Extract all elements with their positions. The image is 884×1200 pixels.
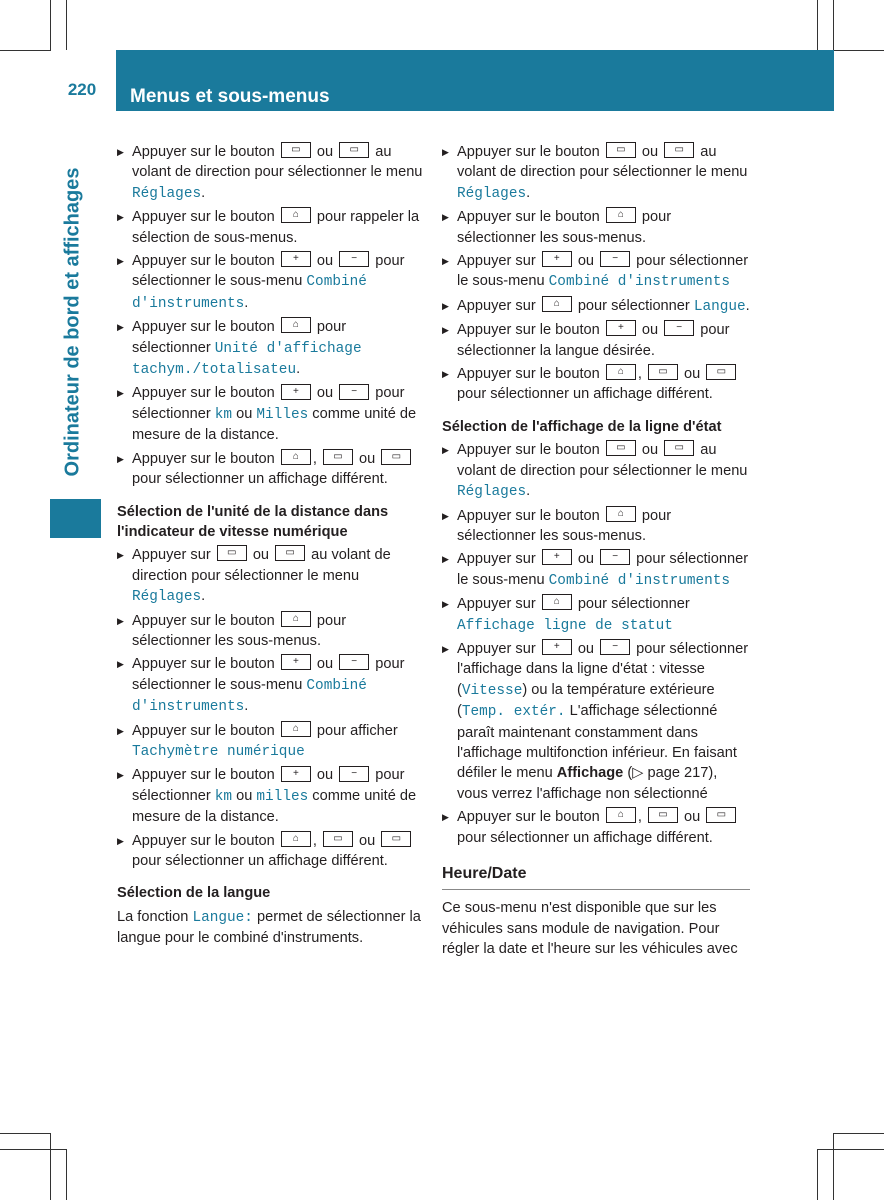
list-item: ▶ Appuyer sur ⌂ pour sélectionner Affichage ligne de statut — [442, 594, 750, 636]
display-button-icon: ▭ — [648, 807, 678, 823]
list-item: ▶ Appuyer sur le bouton ⌂ pour afficher Tachymètre numérique — [117, 721, 427, 763]
crop-mark — [818, 1149, 884, 1150]
list-item: ▶ Appuyer sur le bouton + ou − pour sélectionner le sous-menu Combiné d'instruments. — [117, 654, 427, 717]
minus-button-icon: − — [600, 639, 630, 655]
list-item: ▶ Appuyer sur le bouton + ou − pour sélectionner le sous-menu Combiné d'instruments. — [117, 251, 427, 314]
display-button-icon: ▭ — [381, 449, 411, 465]
paragraph: La fonction Langue: permet de sélectionner la langue pour le combiné d'instruments. — [117, 908, 421, 947]
display-button-icon: ▭ — [664, 142, 694, 158]
crop-mark — [66, 0, 67, 50]
page-title: Menus et sous-menus — [130, 86, 330, 107]
crop-mark — [0, 1133, 51, 1134]
list-item: ▶ Appuyer sur le bouton ⌂ pour sélectionner les sous-menus. — [117, 611, 427, 652]
crop-mark — [66, 1149, 67, 1200]
list-item: ▶ Appuyer sur ⌂ pour sélectionner Langue. — [442, 296, 750, 317]
minus-button-icon: − — [600, 251, 630, 267]
back-button-icon: ⌂ — [281, 721, 311, 737]
back-button-icon: ⌂ — [606, 506, 636, 522]
minus-button-icon: − — [664, 320, 694, 336]
display-button-icon: ▭ — [664, 440, 694, 456]
display-button-icon: ▭ — [606, 440, 636, 456]
crop-mark — [817, 1149, 818, 1200]
back-button-icon: ⌂ — [281, 611, 311, 627]
crop-mark — [833, 1133, 834, 1200]
list-item: ▶ Appuyer sur le bouton ▭ ou ▭ au volant de direction pour sélectionner le menu Réglages. — [442, 440, 750, 502]
back-button-icon: ⌂ — [542, 594, 572, 610]
back-button-icon: ⌂ — [606, 807, 636, 823]
section-title: Heure/Date — [442, 864, 750, 890]
left-column — [117, 142, 427, 952]
crop-mark — [833, 1133, 884, 1134]
display-button-icon: ▭ — [381, 831, 411, 847]
display-button-icon: ▭ — [217, 545, 247, 561]
crop-mark — [50, 1133, 51, 1200]
plus-button-icon: + — [606, 320, 636, 336]
list-item: ▶ Appuyer sur le bouton ⌂ pour sélectionner les sous-menus. — [442, 207, 750, 248]
section-heading: Sélection de l'affichage de la ligne d'état — [442, 418, 722, 435]
side-tab-marker — [50, 499, 101, 538]
minus-button-icon: − — [339, 766, 369, 782]
list-item: ▶ Appuyer sur le bouton ⌂ pour sélectionner Unité d'affichage tachym./totalisateu. — [117, 317, 427, 380]
list-item: ▶ Appuyer sur + ou − pour sélectionner le sous-menu Combiné d'instruments — [442, 549, 750, 591]
list-item: ▶ Appuyer sur le bouton ▭ ou ▭ au volant de direction pour sélectionner le menu Réglages. — [442, 142, 750, 204]
list-item: ▶ Appuyer sur le bouton + ou − pour sélectionner km ou milles comme unité de mesure de la distance. — [117, 765, 427, 827]
display-button-icon: ▭ — [339, 142, 369, 158]
list-item: ▶ Appuyer sur le bouton ▭ ou ▭ au volant de direction pour sélectionner le menu Réglages. — [117, 142, 427, 204]
crop-mark — [817, 0, 818, 50]
display-button-icon: ▭ — [323, 449, 353, 465]
display-button-icon: ▭ — [606, 142, 636, 158]
plus-button-icon: + — [542, 251, 572, 267]
back-button-icon: ⌂ — [606, 364, 636, 380]
right-column — [442, 142, 750, 963]
minus-button-icon: − — [600, 549, 630, 565]
crop-mark — [50, 0, 51, 51]
display-button-icon: ▭ — [275, 545, 305, 561]
plus-button-icon: + — [281, 654, 311, 670]
paragraph: Ce sous-menu n'est disponible que sur les véhicules sans module de navigation. Pour régler la date et l'heure sur les véhicules avec — [442, 900, 738, 958]
back-button-icon: ⌂ — [281, 831, 311, 847]
back-button-icon: ⌂ — [281, 449, 311, 465]
list-item: ▶ Appuyer sur le bouton ⌂ pour sélectionner les sous-menus. — [442, 506, 750, 547]
section-heading: Sélection de l'unité de la distance dans l'indicateur de vitesse numérique — [117, 503, 389, 540]
list-item: ▶ Appuyer sur le bouton + ou − pour sélectionner km ou Milles comme unité de mesure de la distance. — [117, 383, 427, 445]
minus-button-icon: − — [339, 384, 369, 400]
chapter-title: Ordinateur de bord et affichages — [61, 167, 84, 477]
display-button-icon: ▭ — [648, 364, 678, 380]
back-button-icon: ⌂ — [281, 207, 311, 223]
list-item: ▶ Appuyer sur le bouton ⌂ , ▭ ou ▭ pour sélectionner un affichage différent. — [117, 831, 427, 872]
back-button-icon: ⌂ — [542, 296, 572, 312]
list-item: ▶ Appuyer sur le bouton ⌂ pour rappeler la sélection de sous-menus. — [117, 207, 427, 248]
list-item: ▶ Appuyer sur ▭ ou ▭ au volant de direction pour sélectionner le menu Réglages. — [117, 545, 427, 607]
list-item: ▶ Appuyer sur le bouton + ou − pour sélectionner la langue désirée. — [442, 320, 750, 361]
list-item: ▶ Appuyer sur + ou − pour sélectionner le sous-menu Combiné d'instruments — [442, 251, 750, 293]
display-button-icon: ▭ — [706, 364, 736, 380]
plus-button-icon: + — [281, 766, 311, 782]
display-button-icon: ▭ — [706, 807, 736, 823]
list-item: ▶ Appuyer sur le bouton ⌂ , ▭ ou ▭ pour sélectionner un affichage différent. — [117, 449, 427, 490]
section-heading: Sélection de la langue — [117, 885, 271, 902]
plus-button-icon: + — [542, 549, 572, 565]
list-item: ▶ Appuyer sur + ou − pour sélectionner l'affichage dans la ligne d'état : vitesse (Vitesse) ou la température extérieure (Temp. extér. L'affichage sélectionné paraît maintenant constamment dans l'affichage multifonction inférieur. En faisant défiler le menu Affichage (▷ page 217), vous verrez l'affichage non sélectionné — [442, 639, 750, 804]
crop-mark — [0, 50, 51, 51]
plus-button-icon: + — [281, 384, 311, 400]
display-button-icon: ▭ — [323, 831, 353, 847]
display-button-icon: ▭ — [281, 142, 311, 158]
list-item: ▶ Appuyer sur le bouton ⌂ , ▭ ou ▭ pour sélectionner un affichage différent. — [442, 807, 750, 848]
plus-button-icon: + — [281, 251, 311, 267]
crop-mark — [833, 0, 834, 51]
plus-button-icon: + — [542, 639, 572, 655]
back-button-icon: ⌂ — [281, 317, 311, 333]
crop-mark — [833, 50, 884, 51]
minus-button-icon: − — [339, 251, 369, 267]
back-button-icon: ⌂ — [606, 207, 636, 223]
list-item: ▶ Appuyer sur le bouton ⌂ , ▭ ou ▭ pour sélectionner un affichage différent. — [442, 364, 750, 405]
page-number: 220 — [67, 80, 97, 99]
minus-button-icon: − — [339, 654, 369, 670]
crop-mark — [0, 1149, 66, 1150]
